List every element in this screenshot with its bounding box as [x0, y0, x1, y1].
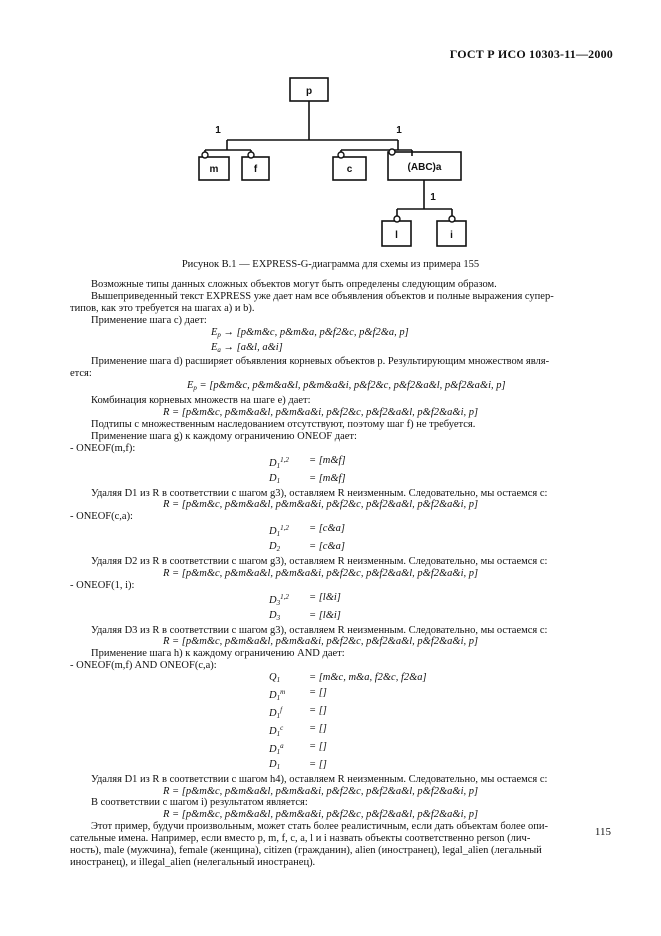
equation: R = [p&m&c, p&m&a&l, p&m&a&i, p&f2&c, p&f2&a&l, p&f2&a&i, p] [163, 809, 479, 821]
definition: $D_1$ = [] [269, 758, 327, 771]
definition: $D_1^a$ = [] [269, 740, 327, 756]
definition: $D_1^{1,2}$ = [m&f] [269, 454, 346, 470]
equation: R = [p&m&c, p&m&a&l, p&m&a&i, p&f2&c, p&f2&a&l, p&f2&a&i, p] [163, 636, 479, 648]
definition: $D_1^c$ = [] [269, 722, 327, 738]
equation: $E_p$ = [p&m&c, p&m&a&l, p&m&a&i, p&f2&c, p&f2&a&l, p&f2&a&i, p] [187, 380, 506, 393]
equation: $E_a$ → [a&l, a&i] [211, 341, 283, 354]
definition: $D_1^{1,2}$ = [c&a] [269, 523, 345, 539]
definition: $D_2$ = [c&a] [269, 541, 345, 554]
line: Удаляя D3 из R в соответствии с шагом g3), оставляем R неизменным. Следовательно, мы остаемся с: [91, 624, 548, 636]
line: Применение шага h) к каждому ограничению AND дает: [91, 648, 345, 660]
line: Вышеприведенный текст EXPRESS уже дает нам все объявления объектов и полные выражения супер- [91, 290, 554, 302]
node-i-label: i [450, 230, 453, 241]
document-header: ГОСТ Р ИСО 10303-11—2000 [449, 47, 613, 61]
definition: $D_1^f$ = [] [269, 705, 327, 720]
line: Применение шага c) дает: [91, 314, 207, 326]
definition: $D_1^m$ = [] [269, 687, 327, 703]
equation: R = [p&m&c, p&m&a&l, p&m&a&i, p&f2&c, p&f2&a&l, p&f2&a&i, p] [163, 407, 479, 419]
body-text [70, 279, 601, 869]
node-c-label: c [346, 164, 353, 175]
equation: R = [p&m&c, p&m&a&l, p&m&a&i, p&f2&c, p&f2&a&l, p&f2&a&i, p] [163, 785, 479, 797]
line: - ONEOF(1, i): [70, 579, 135, 591]
equation: $E_p$ → [p&m&c, p&m&a, p&f2&c, p&f2&a, p] [211, 326, 409, 339]
line: типов, как это требуется на шагах a) и b). [70, 302, 255, 314]
node-p-label: p [305, 86, 313, 97]
definition: $D_3$ = [l&i] [269, 609, 341, 622]
line: Удаляя D1 из R в соответствии с шагом g3), оставляем R неизменным. Следовательно, мы остаемся с: [91, 487, 548, 499]
edge-label-1: 1 [215, 125, 221, 136]
line: Возможные типы данных сложных объектов могут быть определены следующим образом. [91, 279, 497, 290]
line: - ONEOF(c,a): [70, 511, 133, 523]
equation: R = [p&m&c, p&m&a&l, p&m&a&i, p&f2&c, p&f2&a&l, p&f2&a&i, p] [163, 567, 479, 579]
line: сательные имена. Например, если вместо p, m, f, c, a, l и i назвать объекты соответственно person (лич- [70, 833, 531, 845]
equation: R = [p&m&c, p&m&a&l, p&m&a&i, p&f2&c, p&f2&a&l, p&f2&a&i, p] [163, 499, 479, 511]
definition: $D_1$ = [m&f] [269, 472, 346, 485]
line: ность), male (мужчина), female (женщина), citizen (гражданин), alien (иностранец), legal_alien (легальный [70, 845, 542, 857]
line: - ONEOF(m,f) AND ONEOF(c,a): [70, 660, 217, 672]
figure-caption: Рисунок В.1 — EXPRESS-G-диаграмма для схемы из примера 155 [181, 259, 480, 270]
node-f-label: f [253, 164, 258, 175]
line: ется: [70, 368, 92, 380]
line: Этот пример, будучи произвольным, может стать более реалистичным, если дать объектам более опи- [91, 821, 548, 833]
express-g-diagram [0, 0, 661, 260]
line: Подтипы с множественным наследованием отсутствуют, поэтому шаг f) не требуется. [91, 418, 476, 430]
line: иностранец), и illegal_alien (нелегальный иностранец). [70, 856, 316, 868]
node-l-label: l [395, 230, 398, 241]
edge-label-2: 1 [396, 125, 402, 136]
page-number: 115 [594, 826, 611, 838]
node-m-label: m [209, 164, 219, 175]
line: Удаляя D2 из R в соответствии с шагом g3), оставляем R неизменным. Следовательно, мы остаемся с: [91, 556, 548, 568]
line: - ONEOF(m,f): [70, 442, 136, 454]
line: Удаляя D1 из R в соответствии с шагом h4), оставляем R неизменным. Следовательно, мы остаемся с: [91, 773, 548, 785]
line: Применение шага g) к каждому ограничению ONEOF дает: [91, 430, 357, 442]
edge-label-3: 1 [430, 192, 436, 203]
line: В соответствии с шагом i) результатом является: [91, 797, 308, 809]
definition: $Q_1$ = [m&c, m&a, f2&c, f2&a] [269, 672, 427, 685]
line: Комбинация корневых множеств на шаге e) дает: [91, 395, 311, 407]
node-abc-a-label: (ABC)a [407, 162, 442, 173]
line: Применение шага d) расширяет объявления корневых объектов p. Результирующим множеством явля- [91, 356, 550, 368]
definition: $D_3^{1,2}$ = [l&i] [269, 591, 341, 607]
